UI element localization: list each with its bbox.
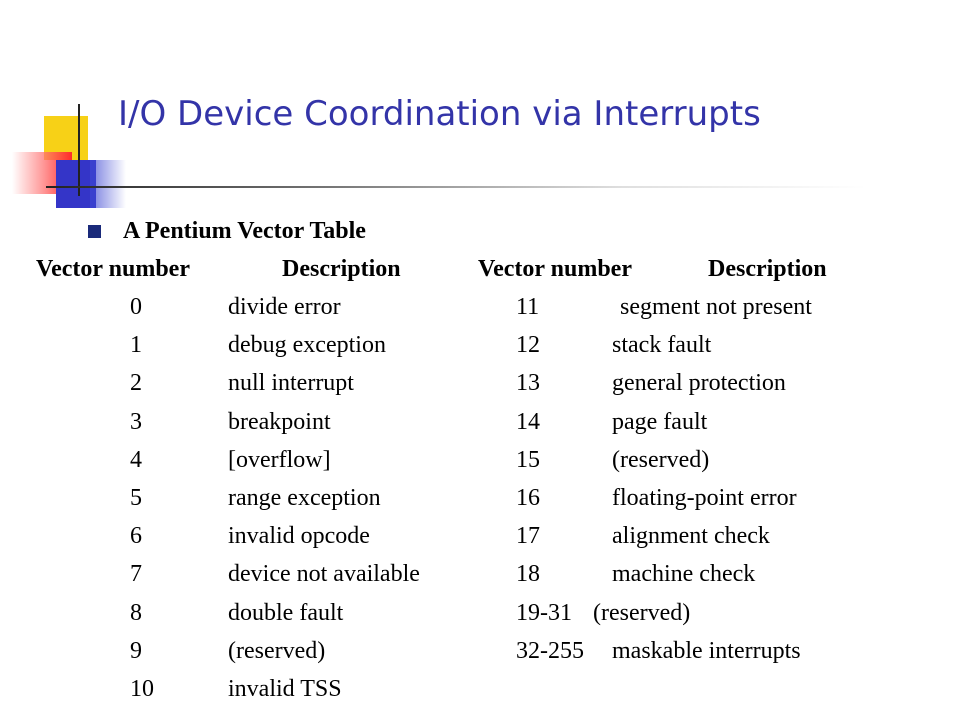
vector-description: null interrupt xyxy=(228,370,354,397)
table-row-right xyxy=(0,330,960,360)
slide-title: I/O Device Coordination via Interrupts xyxy=(118,94,761,134)
vector-number: 0 xyxy=(130,294,142,320)
header-vector-number-left: Vector number xyxy=(36,256,190,282)
vector-description: invalid opcode xyxy=(228,523,370,550)
vector-description: breakpoint xyxy=(228,408,331,435)
vector-number: 4 xyxy=(130,446,142,473)
table-row-right xyxy=(0,598,960,628)
vector-description: floating-point error xyxy=(612,485,797,511)
table-row-left xyxy=(0,674,960,704)
vector-description: double fault xyxy=(228,599,344,626)
vector-description: general protection xyxy=(612,370,786,397)
vector-number: 2 xyxy=(130,370,142,397)
vector-description: (reserved) xyxy=(228,637,326,664)
vector-description: [overflow] xyxy=(228,446,331,473)
table-row-right xyxy=(0,368,960,398)
vector-description: alignment check xyxy=(612,523,770,550)
vector-number: 13 xyxy=(516,370,540,397)
table-row-right xyxy=(0,483,960,513)
vector-description: debug exception xyxy=(228,332,386,359)
decor-blue-fade xyxy=(90,160,126,208)
vector-number: 3 xyxy=(130,408,142,435)
vector-description: (reserved) xyxy=(593,599,691,626)
vector-description: range exception xyxy=(228,485,381,511)
vector-number: 10 xyxy=(130,676,154,702)
header-description-left: Description xyxy=(282,256,401,282)
table-row-right xyxy=(0,407,960,437)
header-description-right: Description xyxy=(708,256,827,282)
vector-description: stack fault xyxy=(612,332,712,359)
vector-number: 11 xyxy=(516,294,540,320)
vector-description: (reserved) xyxy=(612,446,710,473)
vector-number: 15 xyxy=(516,446,540,473)
header-vector-number-right: Vector number xyxy=(478,256,632,282)
table-row-right xyxy=(0,445,960,475)
vector-number: 16 xyxy=(516,485,540,511)
table-row-right xyxy=(0,292,960,322)
vector-number: 18 xyxy=(516,561,540,588)
vector-number: 19-31 xyxy=(516,599,572,626)
vector-description: segment not present xyxy=(620,294,812,320)
vector-description: maskable interrupts xyxy=(612,637,801,664)
vector-description: invalid TSS xyxy=(228,676,342,702)
vector-number: 8 xyxy=(130,599,142,626)
square-bullet-icon xyxy=(88,225,101,238)
slide-subtitle: A Pentium Vector Table xyxy=(123,218,366,244)
vector-number: 7 xyxy=(130,561,142,588)
vector-number: 14 xyxy=(516,408,540,435)
vector-number: 5 xyxy=(130,485,142,511)
table-row-right xyxy=(0,521,960,551)
vector-number: 9 xyxy=(130,637,142,664)
table-row-right xyxy=(0,559,960,589)
vector-number: 1 xyxy=(130,332,142,359)
vector-number: 12 xyxy=(516,332,540,359)
vector-number: 32-255 xyxy=(516,637,584,664)
decor-vertical-line xyxy=(78,104,80,196)
table-row-right xyxy=(0,636,960,666)
vector-description: machine check xyxy=(612,561,756,588)
bullet-item xyxy=(88,218,366,245)
vector-number: 6 xyxy=(130,523,142,550)
title-underline xyxy=(46,186,866,188)
vector-description: page fault xyxy=(612,408,708,435)
vector-number: 17 xyxy=(516,523,540,550)
vector-description: device not available xyxy=(228,561,420,588)
vector-description: divide error xyxy=(228,294,341,320)
